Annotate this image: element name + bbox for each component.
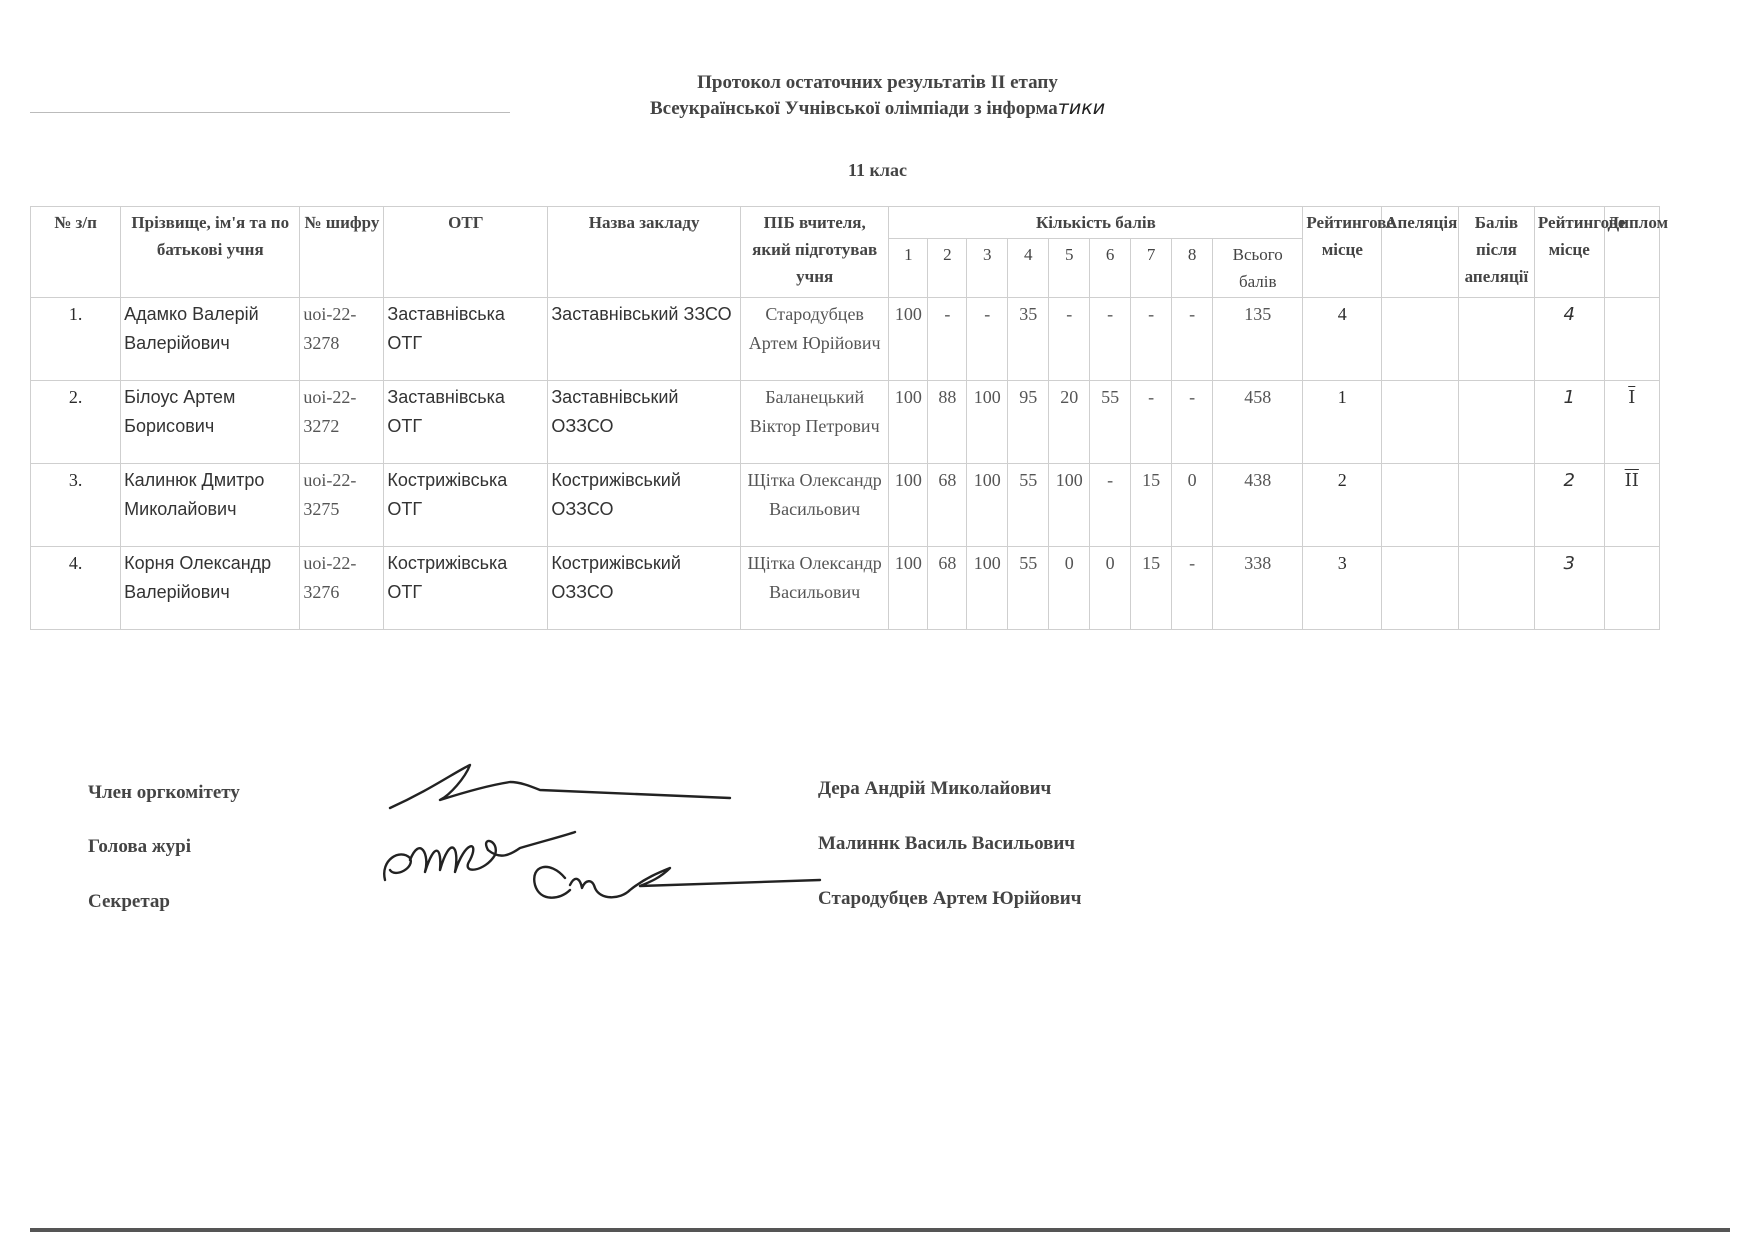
cell-school: Кострижівський ОЗЗСО [548, 547, 741, 630]
cell-diploma [1604, 547, 1659, 630]
cell-score: 100 [967, 381, 1008, 464]
cell-school: Кострижівський ОЗЗСО [548, 464, 741, 547]
table-row [31, 464, 1660, 547]
cell-num: 1. [31, 298, 121, 381]
cell-after-appeal [1459, 381, 1535, 464]
cell-after-appeal [1459, 547, 1535, 630]
col-header-scores-group: Кількість балів [889, 207, 1303, 239]
cell-score: 15 [1131, 464, 1172, 547]
cell-teacher: Стародубцев Артем Юрійович [740, 298, 889, 381]
col-header-school: Назва закладу [548, 207, 741, 298]
cell-num: 2. [31, 381, 121, 464]
col-header-teacher: ПІБ вчителя, який підготував учня [740, 207, 889, 298]
page-bottom-edge [30, 1228, 1730, 1232]
cell-school: Заставнівський ЗЗСО [548, 298, 741, 381]
col-header-final-rank: Рейтингове місце [1534, 207, 1604, 298]
cell-total: 458 [1213, 381, 1303, 464]
signature-jury-head [384, 832, 575, 880]
cell-code: uoi-22-3272 [300, 381, 384, 464]
cell-score: - [1090, 298, 1131, 381]
cell-score: 55 [1008, 547, 1049, 630]
table-row [31, 547, 1660, 630]
header-row-top [31, 207, 1660, 239]
cell-score: - [1049, 298, 1090, 381]
signature-role: Член оргкомітету [88, 782, 240, 803]
cell-total: 438 [1213, 464, 1303, 547]
cell-score: 100 [889, 464, 928, 547]
cell-num: 4. [31, 547, 121, 630]
cell-diploma: $\overline{I}$ [1604, 381, 1659, 464]
signature-role: Голова журі [88, 836, 191, 857]
cell-score: - [1131, 381, 1172, 464]
cell-score: 100 [889, 547, 928, 630]
cell-score: - [1172, 547, 1213, 630]
cell-rank: 4 [1303, 298, 1382, 381]
signature-role: Секретар [88, 891, 170, 912]
cell-score: 95 [1008, 381, 1049, 464]
cell-score: 100 [1049, 464, 1090, 547]
cell-school: Заставнівський ОЗЗСО [548, 381, 741, 464]
protocol-subtitle [0, 97, 1755, 120]
cell-score: 68 [928, 547, 967, 630]
col-header-task: 2 [928, 239, 967, 298]
cell-num: 3. [31, 464, 121, 547]
cell-appeal [1382, 298, 1459, 381]
cell-name: Білоус Артем Борисович [121, 381, 300, 464]
cell-name: Корня Олександр Валерійович [121, 547, 300, 630]
cell-score: 35 [1008, 298, 1049, 381]
cell-code: uoi-22-3275 [300, 464, 384, 547]
cell-rank: 3 [1303, 547, 1382, 630]
cell-score: - [1131, 298, 1172, 381]
subtitle-handwritten: тики [1057, 97, 1106, 119]
cell-score: - [1090, 464, 1131, 547]
table-row [31, 381, 1660, 464]
col-header-task: 3 [967, 239, 1008, 298]
cell-name: Адамко Валерій Валерійович [121, 298, 300, 381]
subtitle-printed: Всеукраїнської Учнівської олімпіади з інформа [649, 98, 1058, 119]
col-header-appeal: Апеляція [1382, 207, 1459, 298]
cell-score: 20 [1049, 381, 1090, 464]
cell-appeal [1382, 381, 1459, 464]
col-header-task: 8 [1172, 239, 1213, 298]
col-header-name: Прізвище, ім'я та по батькові учня [121, 207, 300, 298]
cell-after-appeal [1459, 464, 1535, 547]
cell-rank: 1 [1303, 381, 1382, 464]
signature-secretary [534, 867, 820, 898]
cell-score: - [928, 298, 967, 381]
cell-score: 100 [967, 464, 1008, 547]
cell-score: - [967, 298, 1008, 381]
col-header-otg: ОТГ [384, 207, 548, 298]
protocol-title: Протокол остаточних результатів ІІ етапу [697, 72, 1058, 93]
col-header-task: 1 [889, 239, 928, 298]
cell-final-rank: 4 [1534, 298, 1604, 381]
col-header-code: № шифру [300, 207, 384, 298]
cell-score: 15 [1131, 547, 1172, 630]
cell-code: uoi-22-3276 [300, 547, 384, 630]
col-header-num: № з/п [31, 207, 121, 298]
col-header-diploma: Диплом [1604, 207, 1659, 298]
cell-final-rank: 1 [1534, 381, 1604, 464]
cell-score: - [1172, 381, 1213, 464]
col-header-after-appeal: Балів після апеляції [1459, 207, 1535, 298]
cell-total: 338 [1213, 547, 1303, 630]
cell-teacher: Щітка Олександр Васильович [740, 464, 889, 547]
cell-diploma: $\overline{II}$ [1604, 464, 1659, 547]
cell-teacher: Баланецький Віктор Петрович [740, 381, 889, 464]
cell-otg: Заставнівська ОТГ [384, 298, 548, 381]
results-table [30, 206, 1669, 630]
cell-after-appeal [1459, 298, 1535, 381]
col-header-task: 6 [1090, 239, 1131, 298]
table-row [31, 298, 1660, 381]
cell-otg: Кострижівська ОТГ [384, 464, 548, 547]
cell-code: uoi-22-3278 [300, 298, 384, 381]
cell-otg: Заставнівська ОТГ [384, 381, 548, 464]
cell-appeal [1382, 464, 1459, 547]
cell-score: 68 [928, 464, 967, 547]
cell-score: 0 [1172, 464, 1213, 547]
cell-score: 100 [889, 381, 928, 464]
signature-person: Стародубцев Артем Юрійович [818, 888, 1082, 909]
handwritten-signatures [370, 760, 840, 940]
cell-teacher: Щітка Олександр Васильович [740, 547, 889, 630]
col-header-task: 5 [1049, 239, 1090, 298]
signature-person: Дера Андрій Миколайович [818, 778, 1052, 799]
grade-label: 11 клас [848, 160, 907, 180]
cell-score: - [1172, 298, 1213, 381]
cell-score: 88 [928, 381, 967, 464]
cell-score: 0 [1090, 547, 1131, 630]
cell-score: 55 [1008, 464, 1049, 547]
col-header-total: Всього балів [1213, 239, 1303, 298]
cell-diploma [1604, 298, 1659, 381]
cell-rank: 2 [1303, 464, 1382, 547]
col-header-task: 7 [1131, 239, 1172, 298]
cell-score: 55 [1090, 381, 1131, 464]
col-header-task: 4 [1008, 239, 1049, 298]
cell-total: 135 [1213, 298, 1303, 381]
cell-name: Калинюк Дмитро Миколайович [121, 464, 300, 547]
cell-final-rank: 3 [1534, 547, 1604, 630]
cell-score: 100 [967, 547, 1008, 630]
signature-person: Малиннк Василь Васильович [818, 833, 1076, 854]
cell-appeal [1382, 547, 1459, 630]
col-header-rank: Рейтингове місце [1303, 207, 1382, 298]
cell-final-rank: 2 [1534, 464, 1604, 547]
signature-orgcommittee [390, 765, 730, 808]
cell-score: 100 [889, 298, 928, 381]
cell-score: 0 [1049, 547, 1090, 630]
cell-otg: Кострижівська ОТГ [384, 547, 548, 630]
